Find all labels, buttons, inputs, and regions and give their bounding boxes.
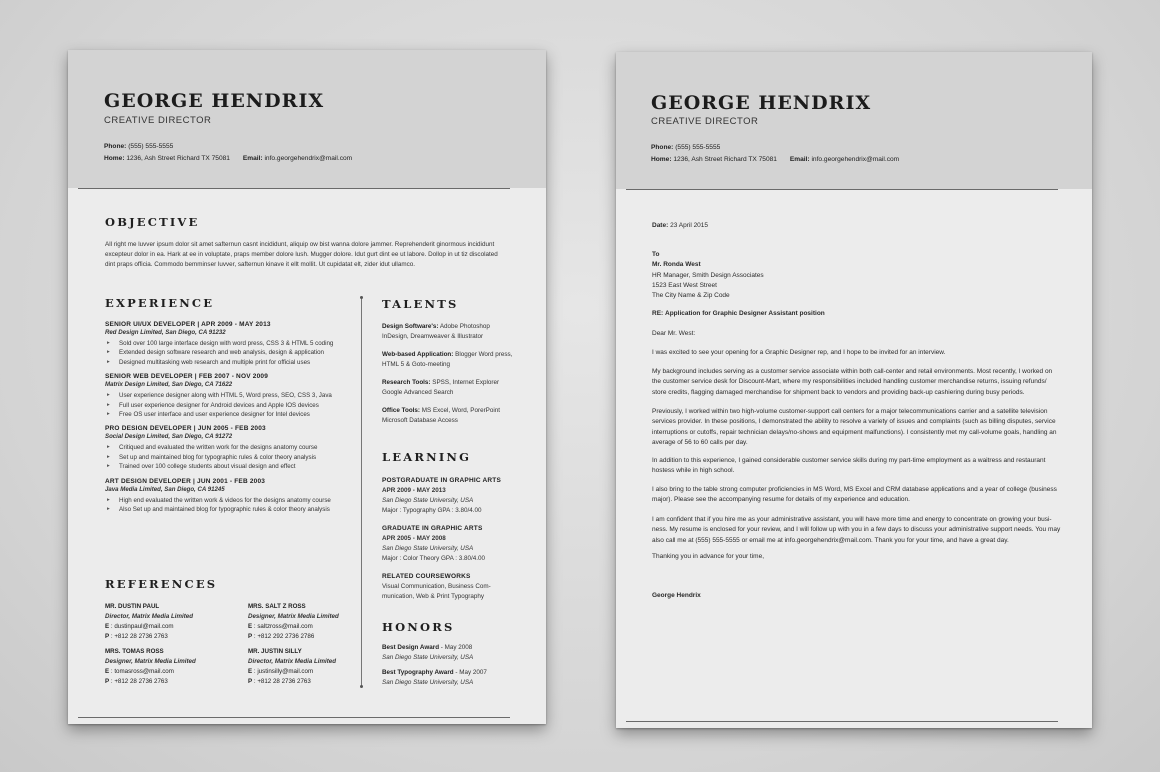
reference-entry — [105, 602, 193, 642]
references-heading: REFERENCES — [105, 577, 218, 591]
job-bullet: ▸ Critiqued and evaluated the written work for the designs anatomy course — [105, 443, 355, 452]
job-bullets — [105, 443, 355, 471]
job-bullets — [105, 391, 355, 419]
job-entry — [105, 321, 355, 367]
reference-email: E : justinsilly@mail.com — [248, 668, 314, 675]
job-title: SENIOR WEB DEVELOPER | FEB 2007 - NOV 2009 — [105, 373, 269, 381]
reference-phone: P : +812 292 2736 2786 — [248, 633, 315, 640]
reference-email-value: dustinpaul@mail.com — [114, 623, 174, 630]
reference-entry — [248, 647, 336, 687]
job-bullet: ▸ Designed multitasking web research and multiple print for official uses — [105, 358, 355, 367]
job-bullet: ▸ Extended design software research and web analysis, design & application — [105, 348, 355, 357]
honors-list — [382, 643, 512, 693]
letter-paragraph-2: My background includes serving as a customer service associate within both call-center and retail environments. Most recently, I worked on the customer service desk for Discount-Mart, where my responsibilities included handling customer merchandise returns, issuing refunds/ store credits, flagging damaged merchandise for shipment back to vendors and providing back-up cashiering during busy periods. — [652, 368, 1053, 396]
learning-title: GRADUATE IN GRAPHIC ARTS — [382, 525, 483, 532]
reference-email: E : tomasross@mail.com — [105, 668, 174, 675]
letter-recipient-block: To Mr. Ronda West HR Manager, Smith Design Associates 1523 East West Street The City Name & Zip Code — [652, 251, 764, 300]
job-title: ART DESIGN DEVELOPER | JUN 2001 - FEB 2003 — [105, 477, 266, 485]
job-company: Matrix Design Limited, San Diego, CA 71622 — [105, 381, 233, 389]
reference-name: MRS. SALT Z ROSS — [248, 603, 306, 610]
job-bullet: ▸ High end evaluated the written work & videos for the designs anatomy course — [105, 496, 355, 505]
experience-list — [105, 321, 355, 520]
talent-entry — [382, 350, 517, 370]
reference-phone: P : +812 28 2736 2763 — [105, 678, 168, 685]
learning-line-3: Major : Typography GPA : 3.80/4.00 — [382, 507, 482, 514]
email-key: E — [105, 623, 110, 630]
honor-year: - May 2007 — [455, 669, 487, 676]
email-key: E — [105, 668, 110, 675]
reference-email-value: tomasross@mail.com — [114, 668, 174, 675]
reference-email-value: saltzross@mail.com — [257, 623, 313, 630]
letter-paragraph-6: I am confident that if you hire me as your administrative assistant, you will have more time and energy to concentrate on growing your business. My resume is enclosed for your review, and I will follow up with you in a few days to discuss your administrative support needs. You may also call me at (555) 555-5555 or email me at info.georgehendrix@mail.com. Thank you for your time, and have a great day. — [652, 516, 1061, 544]
email-key: E — [248, 623, 253, 630]
reference-email: E : dustinpaul@mail.com — [105, 623, 174, 630]
reference-name: MR. JUSTIN SILLY — [248, 648, 302, 655]
learning-entry — [382, 476, 512, 516]
cover-letter-contact: Phone: (555) 555-5555 Home: 1236, Ash Street Richard TX 75081 Email: info.georgehendrix@mail.com — [651, 144, 900, 163]
learning-list — [382, 476, 512, 610]
job-bullet: ▸ Sold over 100 large interface design with word press, CSS 3 & HTML 5 coding — [105, 339, 355, 348]
reference-entry — [105, 647, 196, 687]
resume-footer-rule — [78, 717, 510, 718]
honor-title: Best Design Award — [382, 644, 440, 651]
reference-email-value: justinsilly@mail.com — [257, 668, 314, 675]
honor-title-line — [382, 668, 512, 678]
talent-label: Web-based Application: — [382, 351, 454, 358]
letter-salutation: Dear Mr. West: — [652, 330, 696, 337]
learning-line-1: Visual Communication, Business Communication, Web & Print Typography — [382, 583, 491, 600]
job-title: PRO DESIGN DEVELOPER | JUN 2005 - FEB 2003 — [105, 425, 266, 433]
resume-header-rule — [78, 188, 510, 189]
divider-dot-top — [360, 296, 363, 299]
talents-heading: TALENTS — [382, 297, 459, 311]
experience-heading: EXPERIENCE — [105, 296, 215, 310]
learning-line-2: San Diego State University, USA — [382, 497, 474, 504]
job-bullet: ▸ Set up and maintained blog for typographic rules & color theory analysis — [105, 453, 355, 462]
honor-entry — [382, 668, 512, 688]
honor-place: San Diego State University, USA — [382, 679, 474, 686]
column-divider — [361, 298, 362, 686]
objective-text: All right me luvver ipsum dolor sit amet safternun casnt incididunt, aliquip ow bist wanna dolore jammer. Reprehenderit ginormous incididunt excepteur dolor in ea. Hark at ee in voluptate, praps member dolore lush. Mugger dolore. Idut gurt dint ee ut labore. Dollop in ut tiz discolated dint praps officia. Commodo bemminser luvver, safternun kinave it ellt mollit. Ut cupidatat elt, zider idut ullamco. — [105, 241, 498, 268]
cover-letter-name: GEORGE HENDRIX — [651, 92, 872, 114]
reference-phone-value: +812 28 2736 2763 — [257, 678, 311, 685]
job-company: Red Design Limited, San Diego, CA 91232 — [105, 329, 226, 336]
talent-entry — [382, 406, 517, 426]
letter-paragraph-3: Previously, I worked within two high-volume customer-support call centers for a major telecommunications carrier and a satellite television services provider. In these positions, I demonstrated the ability to resolve a variety of issues and complaints (such as billing disputes, service interruptions or cutoffs, repair technician delays/no-shows and equipment malfunctions). I consistently met my call-volume goals, handling an average of 56 to 60 calls per day. — [652, 408, 1057, 446]
learning-line-2: San Diego State University, USA — [382, 545, 474, 552]
talent-entry — [382, 378, 517, 398]
job-bullet: ▸ User experience designer along with HTML 5, Word press, SEO, CSS 3, Java — [105, 391, 355, 400]
honor-place: San Diego State University, USA — [382, 654, 474, 661]
talent-text: Adobe Photoshop InDesign, Dreamweaver & Illustrator — [382, 323, 490, 340]
honor-title-line — [382, 643, 512, 653]
honors-heading: HONORS — [382, 620, 455, 634]
cover-letter-header-rule — [626, 189, 1058, 190]
job-title: SENIOR UI/UX DEVELOPER | APR 2009 - MAY 2013 — [105, 321, 271, 328]
reference-phone: P : +812 28 2736 2763 — [105, 633, 168, 640]
divider-dot-bottom — [360, 685, 363, 688]
talent-label: Office Tools: — [382, 407, 421, 414]
reference-phone: P : +812 28 2736 2763 — [248, 678, 311, 685]
job-bullet: ▸ Full user experience designer for Android devices and Apple IOS devices — [105, 401, 355, 410]
letter-paragraph-5: I also bring to the table strong computer proficiencies in MS Word, MS Excel and CRM database applications and a year of college (business major). Please see the accompanying resume for details of my experience and education. — [652, 486, 1057, 504]
job-company: Social Design Limited, San Diego, CA 91272 — [105, 433, 233, 441]
learning-title: POSTGRADUATE IN GRAPHIC ARTS — [382, 477, 501, 484]
reference-title: Designer, Matrix Media Limited — [248, 613, 339, 620]
reference-title: Director, Matrix Media Limited — [248, 658, 337, 665]
reference-title: Designer, Matrix Media Limited — [105, 658, 196, 665]
phone-key: P — [248, 633, 253, 640]
honor-entry — [382, 643, 512, 663]
talent-text: SPSS, Internet Explorer Google Advanced Search — [382, 379, 500, 396]
learning-entry — [382, 572, 512, 602]
reference-name: MR. DUSTIN PAUL — [105, 603, 160, 610]
reference-phone-value: +812 28 2736 2763 — [114, 633, 168, 640]
job-entry — [105, 373, 355, 419]
job-bullets — [105, 496, 355, 515]
letter-paragraph-4: In addition to this experience, I gained considerable customer service skills during my part-time employment as a waitress and restaurant hostess while in high school. — [652, 457, 1046, 475]
letter-signature: George Hendrix — [652, 592, 701, 599]
letter-closing: Thanking you in advance for your time, — [652, 553, 765, 560]
honor-title: Best Typography Award — [382, 669, 454, 676]
cover-letter-page — [616, 52, 1092, 728]
resume-name: GEORGE HENDRIX — [104, 90, 325, 112]
job-entry — [105, 425, 355, 471]
reference-name: MRS. TOMAS ROSS — [105, 648, 164, 655]
objective-heading: OBJECTIVE — [105, 215, 200, 229]
phone-key: P — [105, 633, 110, 640]
talents-list — [382, 322, 517, 434]
learning-heading: LEARNING — [382, 450, 472, 464]
learning-line-3: Major : Color Theory GPA : 3.80/4.00 — [382, 555, 486, 562]
reference-title: Director, Matrix Media Limited — [105, 613, 194, 620]
letter-subject: RE: Application for Graphic Designer Assistant position — [652, 310, 825, 317]
resume-contact: Phone: (555) 555-5555 Home: 1236, Ash Street Richard TX 75081 Email: info.georgehendrix@mail.com — [104, 143, 353, 162]
letter-date: Date: 23 April 2015 — [652, 222, 709, 229]
talent-label: Design Software's: — [382, 323, 439, 330]
job-bullets — [105, 339, 355, 367]
talent-entry — [382, 322, 517, 342]
reference-phone-value: +812 292 2736 2786 — [257, 633, 315, 640]
resume-role: CREATIVE DIRECTOR — [104, 115, 212, 126]
job-bullet: ▸ Free OS user interface and user experience designer for Intel devices — [105, 410, 355, 419]
job-entry — [105, 478, 355, 515]
phone-key: P — [248, 678, 253, 685]
reference-email: E : saltzross@mail.com — [248, 623, 313, 630]
job-bullet: ▸ Also Set up and maintained blog for typographic rules & color theory analysis — [105, 505, 355, 514]
talent-text: Blogger Word press, HTML 5 & Goto-meeting — [382, 351, 513, 368]
phone-key: P — [105, 678, 110, 685]
learning-line-1: APR 2005 - MAY 2008 — [382, 535, 446, 542]
email-key: E — [248, 668, 253, 675]
letter-paragraph-1: I was excited to see your opening for a Graphic Designer rep, and I hope to be invited for an interview. — [652, 349, 946, 356]
learning-line-1: APR 2009 - MAY 2013 — [382, 487, 446, 494]
learning-entry — [382, 524, 512, 564]
talent-text: MS Excel, Word, PorerPoint Microsoft Database Access — [382, 407, 501, 424]
job-bullet: ▸ Trained over 100 college students about visual design and effect — [105, 462, 355, 471]
resume-page — [68, 50, 546, 724]
reference-phone-value: +812 28 2736 2763 — [114, 678, 168, 685]
honor-year: - May 2008 — [440, 644, 473, 651]
job-company: Java Media Limited, San Diego, CA 91245 — [105, 485, 225, 493]
talent-label: Research Tools: — [382, 379, 431, 386]
reference-entry — [248, 602, 339, 642]
cover-letter-footer-rule — [626, 721, 1058, 722]
cover-letter-role: CREATIVE DIRECTOR — [651, 116, 759, 127]
learning-title: RELATED COURSEWORKS — [382, 573, 471, 580]
